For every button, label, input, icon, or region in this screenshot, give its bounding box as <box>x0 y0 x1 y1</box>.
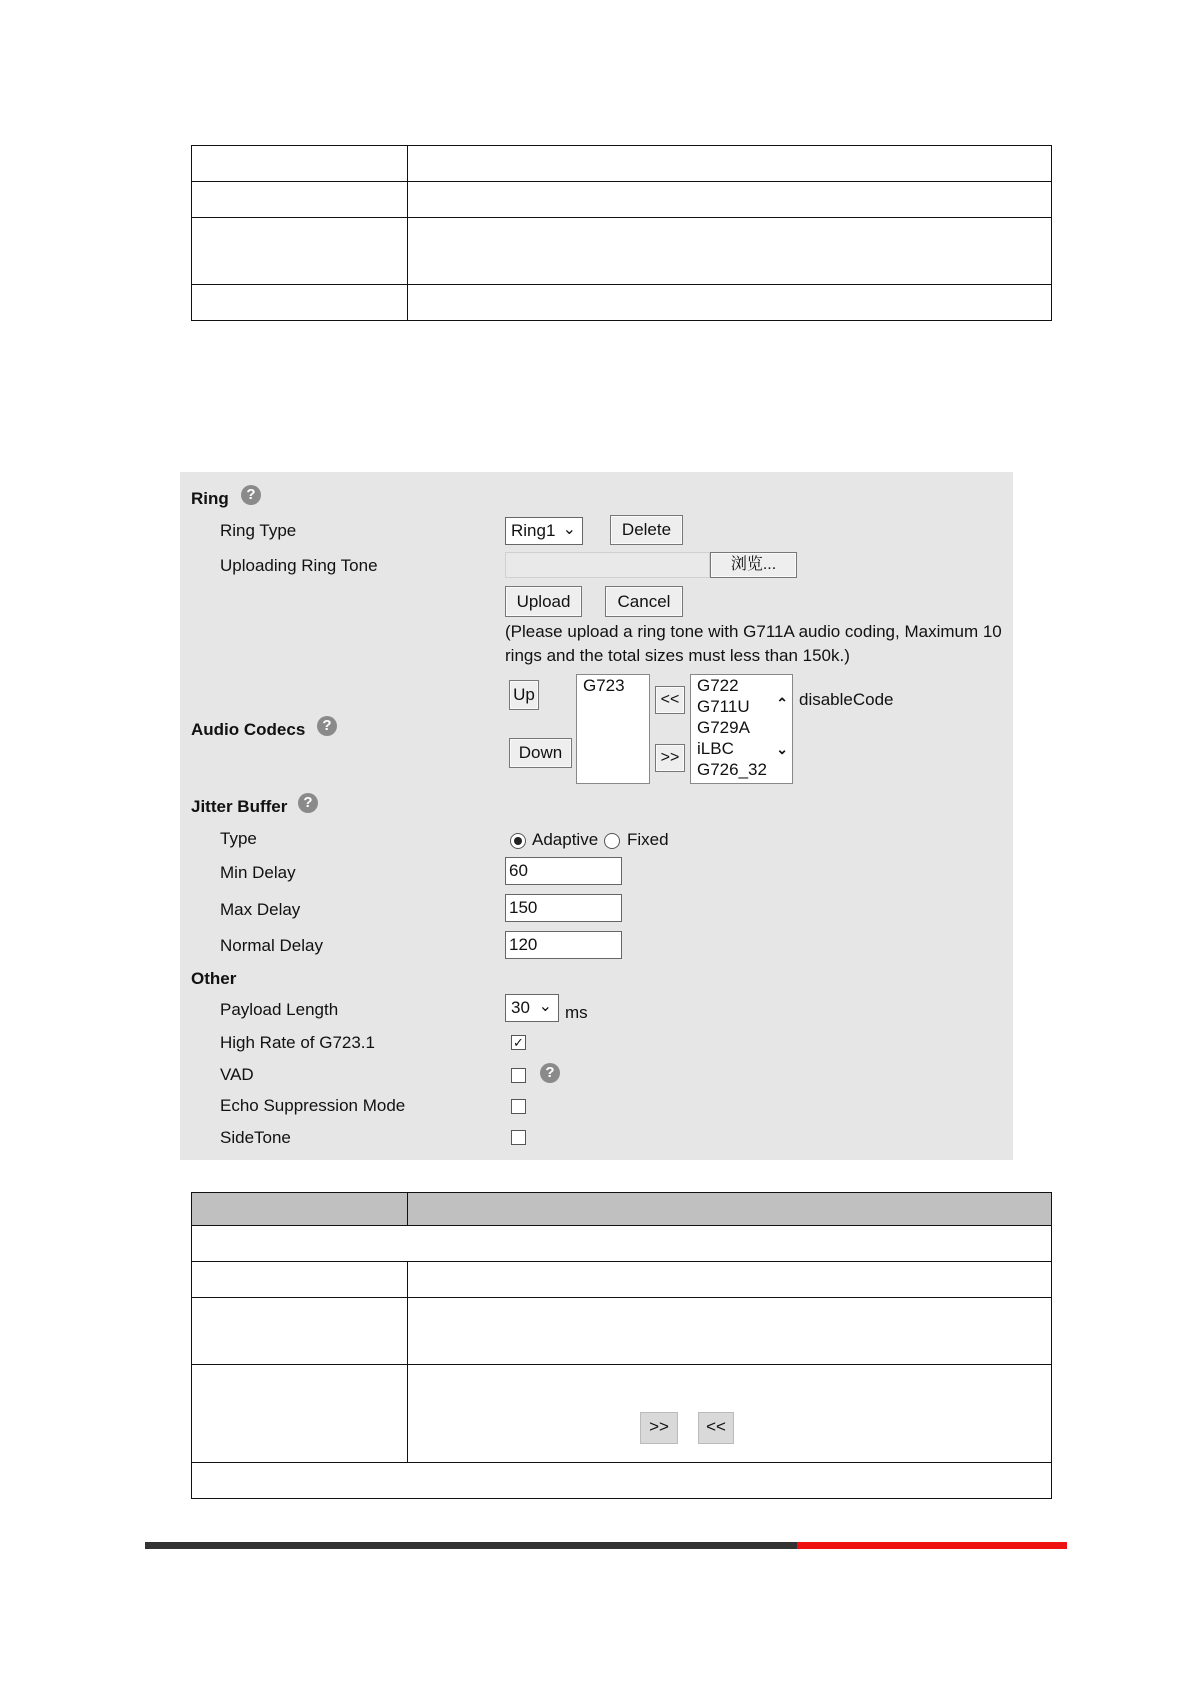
scroll-down-icon[interactable]: ⌄ <box>776 741 788 757</box>
browse-button[interactable]: 浏览... <box>710 552 797 578</box>
fixed-label: Fixed <box>627 830 669 849</box>
audio-settings-panel <box>180 472 1013 1160</box>
uploading-ring-tone-label: Uploading Ring Tone <box>220 556 378 575</box>
adaptive-radio[interactable] <box>510 833 526 849</box>
table-row <box>192 218 1052 285</box>
ring-note-line2: rings and the total sizes must less than 150k.) <box>505 646 850 665</box>
table-row <box>192 146 1052 182</box>
footer-bar-dark <box>145 1542 797 1549</box>
list-item[interactable]: G723 <box>583 676 625 695</box>
max-delay-label: Max Delay <box>220 900 301 919</box>
echo-suppression-checkbox[interactable] <box>511 1099 526 1114</box>
list-item[interactable]: G726_32 <box>697 760 767 779</box>
payload-length-value: 30 <box>511 998 530 1017</box>
high-rate-checkbox[interactable]: ✓ <box>511 1035 526 1050</box>
disabled-codecs-label: disableCode <box>799 690 894 709</box>
ring-section-title: Ring <box>191 489 229 508</box>
ring-type-label: Ring Type <box>220 521 297 540</box>
vad-help-icon[interactable]: ? <box>540 1063 560 1083</box>
file-path-input[interactable] <box>505 552 710 578</box>
table-row <box>192 1365 1052 1463</box>
sidetone-checkbox[interactable] <box>511 1130 526 1145</box>
ring-help-icon[interactable]: ? <box>241 485 261 505</box>
forward-arrow-button[interactable]: >> <box>640 1412 678 1444</box>
table-row <box>192 1463 1052 1499</box>
table-row <box>192 1298 1052 1365</box>
max-delay-input[interactable]: 150 <box>505 894 622 922</box>
footer-bar-red <box>797 1542 1067 1549</box>
normal-delay-label: Normal Delay <box>220 936 323 955</box>
jitter-type-label: Type <box>220 829 257 848</box>
disabled-codecs-list[interactable] <box>690 674 793 784</box>
back-arrow-button[interactable]: << <box>698 1412 734 1444</box>
audio-codecs-section-title: Audio Codecs <box>191 720 306 739</box>
codec-up-button[interactable]: Up <box>509 680 539 710</box>
list-item[interactable]: G722 <box>697 676 739 695</box>
enabled-codecs-list[interactable] <box>576 674 650 784</box>
fixed-radio[interactable] <box>604 833 620 849</box>
vad-checkbox[interactable] <box>511 1068 526 1083</box>
payload-length-label: Payload Length <box>220 1000 339 1019</box>
jitter-buffer-section-title: Jitter Buffer <box>191 797 288 816</box>
cancel-button[interactable]: Cancel <box>605 586 683 617</box>
scroll-up-icon[interactable]: ⌃ <box>776 695 788 711</box>
table-row <box>192 1262 1052 1298</box>
move-left-button[interactable]: << <box>655 686 685 714</box>
table-row <box>192 285 1052 321</box>
min-delay-input[interactable]: 60 <box>505 857 622 885</box>
table-row <box>192 1226 1052 1262</box>
high-rate-label: High Rate of G723.1 <box>220 1033 375 1052</box>
vad-label: VAD <box>220 1065 254 1084</box>
list-item[interactable]: G711U <box>697 697 750 716</box>
delete-button[interactable]: Delete <box>610 515 683 545</box>
list-item[interactable]: G729A <box>697 718 750 737</box>
jitter-buffer-help-icon[interactable]: ? <box>298 793 318 813</box>
codec-down-button[interactable]: Down <box>509 738 572 768</box>
payload-unit: ms <box>565 1003 588 1022</box>
echo-suppression-label: Echo Suppression Mode <box>220 1096 406 1115</box>
upload-button[interactable]: Upload <box>505 586 582 617</box>
other-section-title: Other <box>191 969 237 988</box>
adaptive-label: Adaptive <box>532 830 599 849</box>
ring-type-value: Ring1 <box>511 521 556 540</box>
min-delay-label: Min Delay <box>220 863 296 882</box>
chevron-down-icon: ⌄ <box>538 998 552 1015</box>
normal-delay-input[interactable]: 120 <box>505 931 622 959</box>
ring-type-select[interactable] <box>505 517 583 545</box>
payload-length-select[interactable] <box>505 994 559 1022</box>
ring-note-line1: (Please upload a ring tone with G711A audio coding, Maximum 10 <box>505 622 1002 641</box>
audio-codecs-help-icon[interactable]: ? <box>317 716 337 736</box>
top-table <box>191 145 1052 321</box>
move-right-button[interactable]: >> <box>655 744 685 772</box>
list-item[interactable]: iLBC <box>697 739 734 758</box>
bottom-table <box>191 1192 1052 1499</box>
table-row <box>192 182 1052 218</box>
chevron-down-icon: ⌄ <box>562 521 576 538</box>
sidetone-label: SideTone <box>220 1128 291 1147</box>
table-header-row <box>192 1193 1052 1226</box>
